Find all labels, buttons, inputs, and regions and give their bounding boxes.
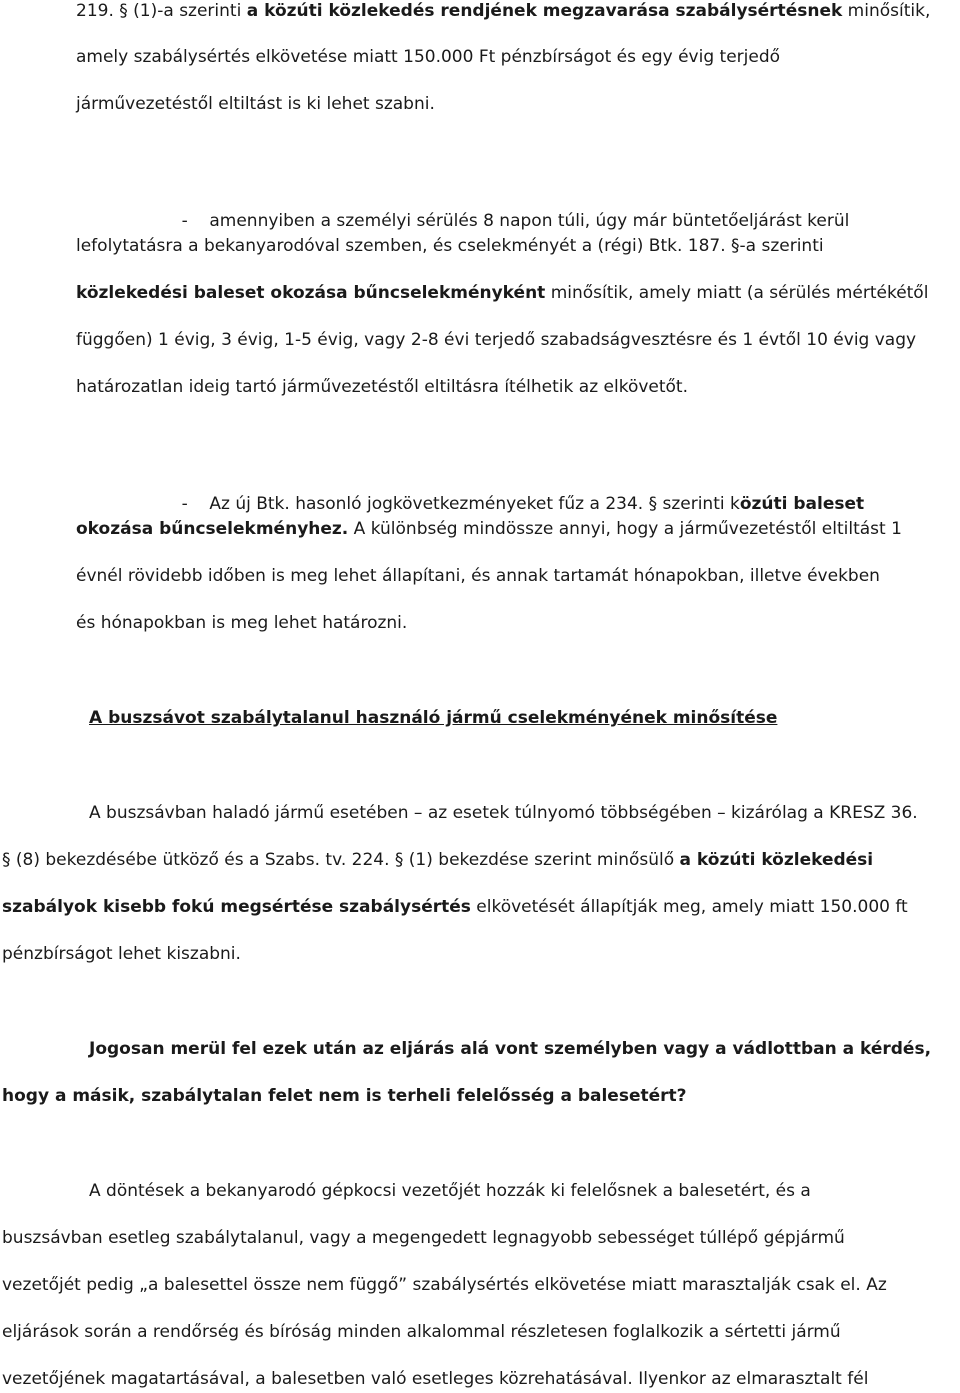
p5-line-2 (2, 1085, 687, 1107)
p6-line-3 (2, 1274, 887, 1296)
p1-line-2 (76, 46, 954, 68)
p1-bold-text: a közúti közlekedés rendjének megzavarása szabálysértésnek (246, 1, 843, 21)
p4-text: A buszsávban haladó jármű esetében – az esetek túlnyomó többségében – kizárólag a KRESZ 36. (89, 803, 918, 823)
p2-text: minősítik, amely miatt (a sérülés mértékétől (545, 283, 929, 303)
p2-bold-text: közlekedési baleset okozása bűncselekményként (76, 283, 546, 303)
p3-line-3 (76, 565, 880, 587)
p1-line-1 (76, 0, 954, 22)
p6-text: A döntések a bekanyarodó gépkocsi vezetőjét hozzák ki felelősnek a balesetért, és a (89, 1181, 811, 1201)
p4-line-4 (2, 943, 241, 965)
p6-line-1 (89, 1180, 811, 1202)
p3-bold-text: özúti baleset (739, 494, 865, 514)
p2-text: - amennyiben a személyi sérülés 8 napon túli, úgy már büntetőeljárást kerül (181, 211, 850, 231)
p6-text: vezetőjét pedig „a balesettel össze nem függő” szabálysértés elkövetése miatt marasztalják csak el. Az (2, 1275, 887, 1295)
p3-text: évnél rövidebb időben is meg lehet állapítani, és annak tartamát hónapokban, illetve években (76, 566, 880, 586)
p1-text: járművezetéstől eltiltást is ki lehet szabni. (76, 94, 435, 114)
p6-line-5 (2, 1368, 868, 1390)
p1-text: 219. § (1)-a szerinti (76, 1, 247, 21)
p2-line-5 (76, 376, 688, 398)
p3-text: A különbség mindössze annyi, hogy a járművezetéstől eltiltást 1 (348, 519, 902, 539)
p3-line-2 (76, 518, 902, 540)
p6-text: buszsávban esetleg szabálytalanul, vagy a megengedett legnagyobb sebességet túllépő gépjármű (2, 1228, 845, 1248)
p4-bold-text: szabályok kisebb fokú megsértése szabálysértés (2, 897, 471, 917)
p6-line-4 (2, 1321, 841, 1343)
p5-bold-text: Jogosan merül fel ezek után az eljárás alá vont személyben vagy a vádlottban a kérdés, (89, 1039, 932, 1059)
heading-text: A buszsávot szabálytalanul használó jármű cselekményének minősítése (89, 708, 778, 728)
p4-line-3 (2, 896, 908, 918)
p5-line-1 (89, 1038, 931, 1060)
p4-text: pénzbírságot lehet kiszabni. (2, 944, 241, 964)
p2-text: lefolytatásra a bekanyarodóval szemben, és cselekményét a (régi) Btk. 187. §-a szerinti (76, 236, 824, 256)
p1-text: amely szabálysértés elkövetése miatt 150.000 Ft pénzbírságot és egy évig terjedő (76, 47, 781, 67)
section-heading (89, 707, 777, 729)
p6-text: eljárások során a rendőrség és bíróság minden alkalommal részletesen foglalkozik a sértetti jármű (2, 1322, 841, 1342)
p6-text: vezetőjének magatartásával, a balesetben való esetleges közrehatásával. Ilyenkor az elmarasztalt fél (2, 1369, 869, 1389)
p3-bold-text: okozása bűncselekményhez. (76, 519, 349, 539)
p3-line-4 (76, 612, 407, 634)
p2-line-4 (76, 329, 916, 351)
p6-line-2 (2, 1227, 845, 1249)
p2-text: határozatlan ideig tartó járművezetéstől eltiltásra ítélhetik az elkövetőt. (76, 377, 688, 397)
p4-bold-text: a közúti közlekedési (679, 850, 874, 870)
p5-bold-text: hogy a másik, szabálytalan felet nem is terheli felelősség a balesetért? (2, 1086, 687, 1106)
p1-text: minősítik, (842, 1, 931, 21)
p1-line-3 (76, 93, 435, 115)
p2-line-3 (76, 282, 928, 304)
p2-line-2 (76, 235, 956, 257)
p4-text: elkövetését állapítják meg, amely miatt 150.000 ft (470, 897, 908, 917)
p4-line-1 (89, 802, 918, 824)
p4-text: § (8) bekezdésébe ütköző és a Szabs. tv. 224. § (1) bekezdése szerint minősülő (2, 850, 680, 870)
p3-text: - Az új Btk. hasonló jogkövetkezményeket fűz a 234. § szerinti k (181, 494, 740, 514)
p4-line-2 (2, 849, 873, 871)
p2-text: függően) 1 évig, 3 évig, 1-5 évig, vagy 2-8 évi terjedő szabadságvesztésre és 1 évtől 10 évig vagy (76, 330, 917, 350)
p3-text: és hónapokban is meg lehet határozni. (76, 613, 408, 633)
